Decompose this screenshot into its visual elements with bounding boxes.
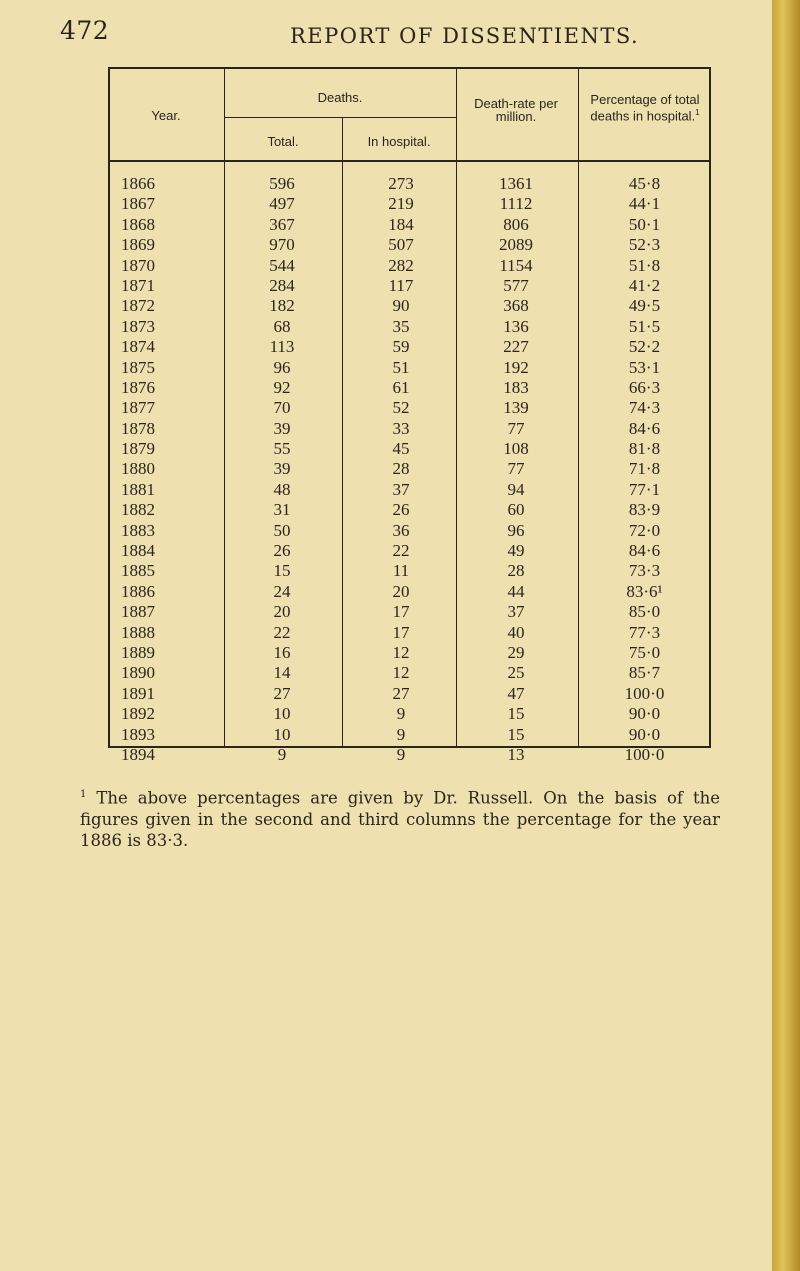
deaths-header: Deaths. [317, 90, 363, 105]
in-hospital-cell: 17 [392, 622, 410, 642]
percentage-cell: 100·0 [624, 744, 665, 764]
rate-cell: 15 [507, 724, 525, 744]
percentage-cell: 49·5 [628, 296, 661, 316]
total-cell: 26 [273, 541, 291, 561]
rate-cell: 139 [503, 398, 529, 418]
percentage-cell: 71·8 [628, 459, 661, 479]
year-cell: 1875 [121, 357, 155, 377]
rate-cell: 47 [507, 683, 525, 703]
percentage-cell: 41·2 [628, 275, 661, 295]
total-cell: 39 [273, 418, 291, 438]
in-hospital-cell: 36 [392, 520, 410, 540]
year-cell: 1887 [121, 602, 155, 622]
rate-cell: 28 [507, 561, 525, 581]
rate-cell: 368 [503, 296, 529, 316]
percentage-cell: 66·3 [628, 377, 661, 397]
total-cell: 113 [269, 337, 295, 357]
footnote [80, 784, 720, 851]
percentage-cell: 77·3 [628, 622, 661, 642]
year-cell: 1880 [121, 459, 155, 479]
percentage-cell: 51·5 [628, 316, 661, 336]
year-cell: 1870 [121, 255, 155, 275]
year-cell: 1869 [121, 235, 155, 255]
percentage-footnote-marker: 1 [695, 108, 700, 117]
total-cell: 15 [273, 561, 291, 581]
in-hospital-cell: 9 [396, 744, 406, 764]
year-cell: 1866 [121, 174, 155, 193]
total-cell: 68 [273, 316, 291, 336]
percentage-cell: 84·6 [628, 541, 661, 561]
year-cell: 1891 [121, 683, 155, 703]
year-cell: 1873 [121, 316, 155, 336]
year-cell: 1888 [121, 622, 155, 642]
rate-cell: 49 [507, 541, 525, 561]
total-cell: 596 [269, 174, 295, 193]
year-cell: 1881 [121, 479, 155, 499]
total-cell: 16 [273, 642, 291, 662]
in-hospital-cell: 11 [392, 561, 410, 581]
total-cell: 70 [273, 398, 291, 418]
total-cell: 27 [273, 683, 291, 703]
in-hospital-cell: 27 [392, 683, 410, 703]
year-cell: 1894 [121, 744, 155, 764]
total-cell: 9 [277, 744, 287, 764]
total-cell: 367 [269, 214, 295, 234]
year-cell: 1886 [121, 581, 155, 601]
in-hospital-cell: 51 [392, 357, 410, 377]
total-cell: 544 [269, 255, 295, 275]
rate-cell: 183 [503, 377, 529, 397]
in-hospital-cell: 35 [392, 316, 410, 336]
percentage-cell: 50·1 [628, 214, 661, 234]
in-hospital-cell: 17 [392, 602, 410, 622]
percentage-column [578, 174, 711, 765]
total-column [224, 174, 340, 765]
year-cell: 1867 [121, 194, 155, 214]
in-hospital-cell: 22 [392, 541, 410, 561]
year-header: Year. [151, 108, 181, 123]
rate-cell: 13 [507, 744, 525, 764]
rate-cell: 77 [507, 459, 525, 479]
percentage-cell: 90·0 [628, 724, 661, 744]
rate-cell: 60 [507, 500, 525, 520]
deaths-subheader-rule [224, 117, 456, 118]
percentage-cell: 83·9 [628, 500, 661, 520]
percentage-cell: 81·8 [628, 439, 661, 459]
rate-cell: 15 [507, 704, 525, 724]
percentage-cell: 100·0 [624, 683, 665, 703]
percentage-cell: 75·0 [628, 642, 661, 662]
rate-cell: 108 [503, 439, 529, 459]
total-cell: 55 [273, 439, 291, 459]
rate-cell: 29 [507, 642, 525, 662]
total-header: Total. [267, 134, 299, 149]
mortality-table [108, 67, 711, 764]
year-cell: 1876 [121, 377, 155, 397]
year-cell: 1892 [121, 704, 155, 724]
year-cell: 1877 [121, 398, 155, 418]
rate-cell: 1361 [499, 174, 533, 193]
percentage-cell: 85·7 [628, 663, 661, 683]
percentage-cell: 45·8 [628, 174, 661, 193]
year-cell: 1868 [121, 214, 155, 234]
rate-cell: 40 [507, 622, 525, 642]
total-cell: 182 [269, 296, 295, 316]
total-cell: 24 [273, 581, 291, 601]
in-hospital-header: In hospital. [367, 134, 431, 149]
page-number: 472 [60, 16, 110, 45]
rate-cell: 25 [507, 663, 525, 683]
year-cell: 1878 [121, 418, 155, 438]
percentage-cell: 51·8 [628, 255, 661, 275]
rate-column [456, 174, 576, 765]
in-hospital-cell: 9 [396, 704, 406, 724]
total-cell: 970 [269, 235, 295, 255]
year-cell: 1871 [121, 275, 155, 295]
in-hospital-cell: 12 [392, 642, 410, 662]
percentage-cell: 85·0 [628, 602, 661, 622]
in-hospital-cell: 184 [388, 214, 414, 234]
year-cell: 1893 [121, 724, 155, 744]
percentage-cell: 84·6 [628, 418, 661, 438]
in-hospital-cell: 219 [388, 194, 414, 214]
in-hospital-column [342, 174, 460, 765]
percentage-cell: 53·1 [628, 357, 661, 377]
rate-cell: 96 [507, 520, 525, 540]
in-hospital-cell: 26 [392, 500, 410, 520]
rate-cell: 136 [503, 316, 529, 336]
rate-cell: 44 [507, 581, 525, 601]
total-cell: 39 [273, 459, 291, 479]
in-hospital-cell: 61 [392, 377, 410, 397]
total-cell: 92 [273, 377, 291, 397]
year-cell: 1883 [121, 520, 155, 540]
percentage-cell: 90·0 [628, 704, 661, 724]
in-hospital-cell: 282 [388, 255, 414, 275]
rate-cell: 1112 [499, 194, 533, 214]
percentage-cell: 74·3 [628, 398, 661, 418]
rate-cell: 94 [507, 479, 525, 499]
total-cell: 497 [269, 194, 295, 214]
year-cell: 1884 [121, 541, 155, 561]
footnote-marker: 1 [80, 789, 87, 800]
book-edge [772, 0, 800, 1271]
total-cell: 22 [273, 622, 291, 642]
year-cell: 1874 [121, 337, 155, 357]
rate-cell: 227 [503, 337, 529, 357]
total-cell: 20 [273, 602, 291, 622]
rate-cell: 192 [503, 357, 529, 377]
percentage-cell: 73·3 [628, 561, 661, 581]
percentage-cell: 44·1 [628, 194, 661, 214]
in-hospital-cell: 20 [392, 581, 410, 601]
total-cell: 10 [273, 704, 291, 724]
in-hospital-cell: 28 [392, 459, 410, 479]
table-top-rule [108, 67, 711, 69]
total-cell: 96 [273, 357, 291, 377]
total-cell: 50 [273, 520, 291, 540]
in-hospital-cell: 90 [392, 296, 410, 316]
footnote-text: The above percentages are given by Dr. Russell. On the basis of the figures given in the second and third columns the percentage for the year 1886 is 83·3. [80, 788, 720, 850]
in-hospital-cell: 507 [388, 235, 414, 255]
percentage-cell: 83·6¹ [626, 581, 663, 601]
rate-cell: 2089 [499, 235, 533, 255]
year-cell: 1889 [121, 642, 155, 662]
total-cell: 48 [273, 479, 291, 499]
rate-cell: 806 [503, 214, 529, 234]
year-cell: 1890 [121, 663, 155, 683]
rate-cell: 77 [507, 418, 525, 438]
in-hospital-cell: 33 [392, 418, 410, 438]
total-cell: 14 [273, 663, 291, 683]
total-cell: 31 [273, 500, 291, 520]
running-head: REPORT OF DISSENTIENTS. [290, 24, 640, 48]
in-hospital-cell: 37 [392, 479, 410, 499]
in-hospital-cell: 117 [388, 275, 414, 295]
year-cell: 1872 [121, 296, 155, 316]
rate-cell: 1154 [499, 255, 533, 275]
percentage-header-label: Percentage of total deaths in hospital. [590, 92, 700, 124]
in-hospital-cell: 273 [388, 174, 414, 193]
percentage-cell: 77·1 [628, 479, 661, 499]
total-cell: 284 [269, 275, 295, 295]
percentage-header [586, 93, 704, 122]
year-column [108, 174, 218, 765]
year-cell: 1879 [121, 439, 155, 459]
percentage-cell: 72·0 [628, 520, 661, 540]
in-hospital-cell: 9 [396, 724, 406, 744]
rate-header: Death-rate per million. [474, 96, 558, 124]
rate-cell: 577 [503, 275, 529, 295]
year-cell: 1885 [121, 561, 155, 581]
in-hospital-cell: 12 [392, 663, 410, 683]
percentage-cell: 52·2 [628, 337, 661, 357]
in-hospital-cell: 45 [392, 439, 410, 459]
total-cell: 10 [273, 724, 291, 744]
in-hospital-cell: 52 [392, 398, 410, 418]
in-hospital-cell: 59 [392, 337, 410, 357]
rate-cell: 37 [507, 602, 525, 622]
percentage-cell: 52·3 [628, 235, 661, 255]
year-cell: 1882 [121, 500, 155, 520]
table-header-rule [108, 160, 711, 162]
